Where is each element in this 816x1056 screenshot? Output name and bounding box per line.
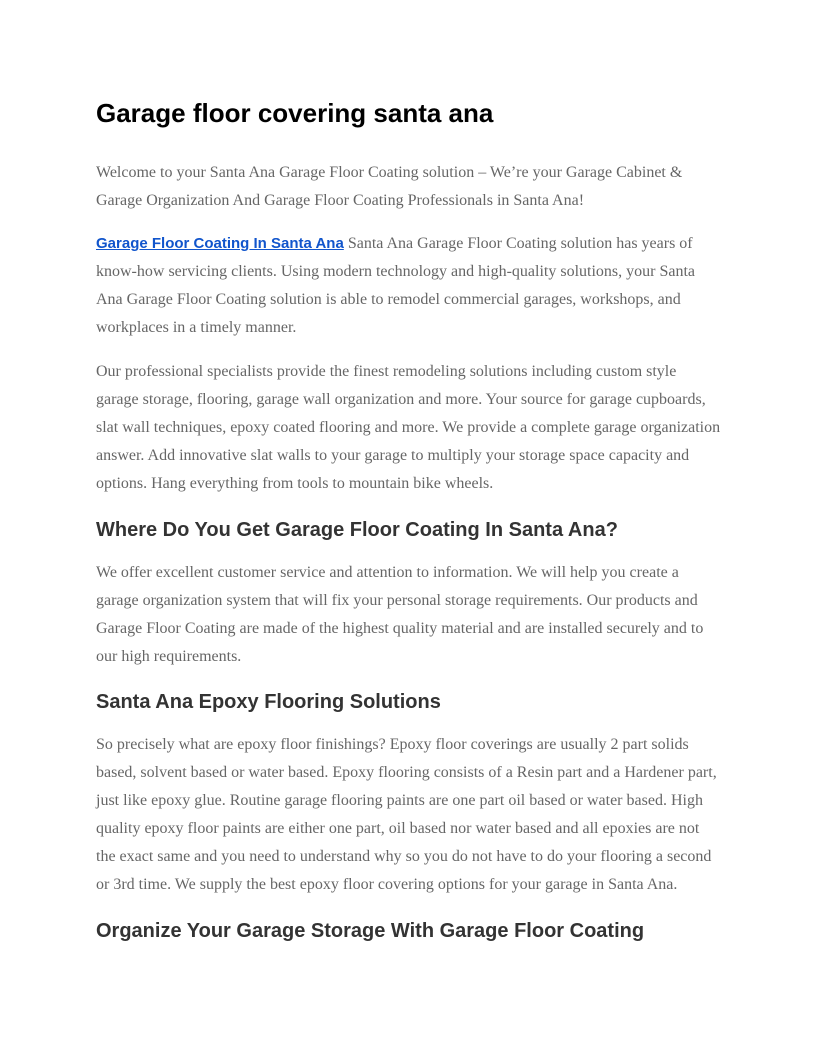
garage-floor-coating-link[interactable]: Garage Floor Coating In Santa Ana [96, 235, 344, 252]
specialists-paragraph: Our professional specialists provide the finest remodeling solutions including custom style garage storage, flooring, garage wall organization and more. Your source for garage cupboards, slat wall techniques, epoxy coated flooring and more. We provide a complete garage organization answer. Add innovative slat walls to your garage to multiply your storage space capacity and options. Hang everything from tools to mountain bike wheels. [96, 363, 721, 492]
customer-service-paragraph: We offer excellent customer service and attention to information. We will help you create a garage organization system that will fix your personal storage requirements. Our products and Garage Floor Coating are made of the highest quality material and are installed securely and to our high requirements. [96, 564, 704, 665]
epoxy-paragraph: So precisely what are epoxy floor finishings? Epoxy floor coverings are usually 2 part solids based, solvent based or water based. Epoxy flooring consists of a Resin part and a Hardener part, just like epoxy glue. Routine garage flooring paints are one part oil based or water based. High quality epoxy floor paints are either one part, oil based nor water based and all epoxies are not the exact same and you need to understand why so you do not have to do your flooring a second or 3rd time. We supply the best epoxy floor covering options for your garage in Santa Ana. [96, 736, 717, 893]
heading-where: Where Do You Get Garage Floor Coating In Santa Ana? [96, 519, 618, 541]
intro-paragraph: Welcome to your Santa Ana Garage Floor Coating solution – We’re your Garage Cabinet & Garage Organization And Garage Floor Coating Professionals in Santa Ana! [96, 164, 683, 209]
services-paragraph [96, 230, 722, 342]
page-title: Garage floor covering santa ana [96, 98, 494, 128]
heading-epoxy-solutions: Santa Ana Epoxy Flooring Solutions [96, 691, 441, 713]
heading-organize: Organize Your Garage Storage With Garage Floor Coating [96, 920, 645, 942]
services-paragraph-text: Santa Ana Garage Floor Coating solution has years of know-how servicing clients. Using modern technology and high-quality solutions, your Santa Ana Garage Floor Coating solution is able to remodel commercial garages, workshops, and workplaces in a timely manner. [96, 235, 696, 336]
